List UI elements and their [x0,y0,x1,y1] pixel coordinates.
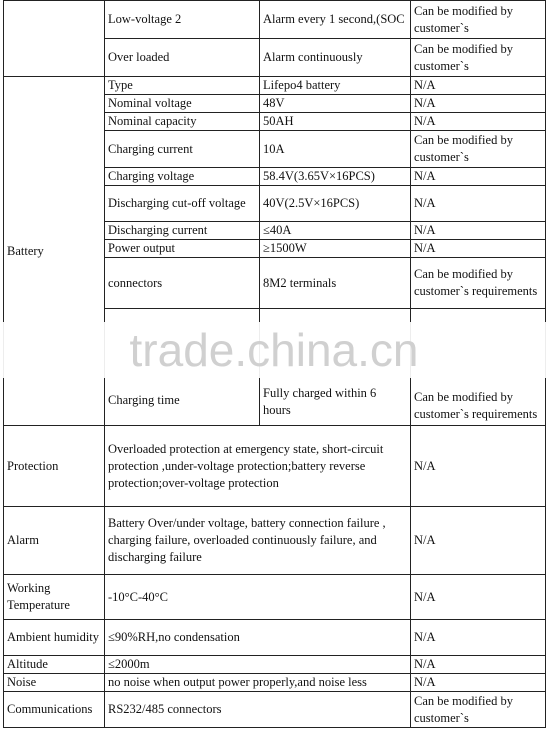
item-cell: Nominal voltage [105,95,260,113]
note-cell: N/A [411,113,546,131]
category-noise: Noise [4,674,105,692]
item-cell: Over loaded [105,39,260,77]
table-row [4,507,546,575]
value-cell: 8M2 terminals [260,258,411,309]
category-altitude: Altitude [4,656,105,674]
description-cell: no noise when output power properly,and noise less [105,674,411,692]
table-row [4,656,546,674]
table-row [4,77,546,95]
item-cell: Charging current [105,131,260,168]
value-cell: Lifepo4 battery [260,77,411,95]
note-cell: Can be modified by customer`s [411,692,546,728]
description-cell: RS232/485 connectors [105,692,411,728]
note-cell: Can be modified by customer`s [411,131,546,168]
category-ambient-humidity: Ambient humidity [4,620,105,656]
note-cell: Can be modified by customer`s requirements [411,309,546,426]
description-cell: Overloaded protection at emergency state, short-circuit protection ,under-voltage protection;battery reverse protection;over-voltage protection [105,426,411,507]
item-cell: Charging time [105,309,260,426]
category-alarm: Alarm [4,507,105,575]
table-row [4,692,546,728]
item-cell: Type [105,77,260,95]
value-cell: Alarm continuously [260,39,411,77]
description-cell: ≤2000m [105,656,411,674]
note-cell: N/A [411,77,546,95]
table-row [4,426,546,507]
note-cell: Can be modified by customer`s [411,1,546,39]
item-cell: Discharging cut-off voltage [105,186,260,222]
table-row [4,620,546,656]
value-cell: Alarm every 1 second,(SOC [260,1,411,39]
value-cell: 58.4V(3.65V×16PCS) [260,168,411,186]
value-cell: 50AH [260,113,411,131]
note-cell: N/A [411,575,546,620]
description-cell: Battery Over/under voltage, battery connection failure , charging failure, overloaded continuously failure, and discharging failure [105,507,411,575]
item-cell: Charging voltage [105,168,260,186]
table-row [4,674,546,692]
value-cell: 10A [260,131,411,168]
category-communications: Communications [4,692,105,728]
value-cell: Fully charged within 6 hours [260,309,411,426]
note-cell: N/A [411,426,546,507]
watermark-text: trade.china.cn [129,324,419,376]
category-battery: Battery [4,77,105,426]
item-cell: Low-voltage 2 [105,1,260,39]
note-cell: N/A [411,656,546,674]
table-row [4,575,546,620]
watermark-band [0,322,548,378]
note-cell: N/A [411,620,546,656]
item-cell: Power output [105,240,260,258]
value-cell: 48V [260,95,411,113]
note-cell: N/A [411,507,546,575]
value-cell: ≤40A [260,222,411,240]
description-cell: -10°C-40°C [105,575,411,620]
category-protection: Protection [4,426,105,507]
value-cell: 40V(2.5V×16PCS) [260,186,411,222]
item-cell: Nominal capacity [105,113,260,131]
item-cell: connectors [105,258,260,309]
note-cell: Can be modified by customer`s [411,39,546,77]
category-cell [4,1,105,77]
note-cell: N/A [411,168,546,186]
category-working-temperature: Working Temperature [4,575,105,620]
note-cell: N/A [411,222,546,240]
note-cell: N/A [411,674,546,692]
description-cell: ≤90%RH,no condensation [105,620,411,656]
note-cell: N/A [411,95,546,113]
table-row [4,1,546,39]
note-cell: N/A [411,240,546,258]
value-cell: ≥1500W [260,240,411,258]
note-cell: N/A [411,186,546,222]
item-cell: Discharging current [105,222,260,240]
note-cell: Can be modified by customer`s requirements [411,258,546,309]
